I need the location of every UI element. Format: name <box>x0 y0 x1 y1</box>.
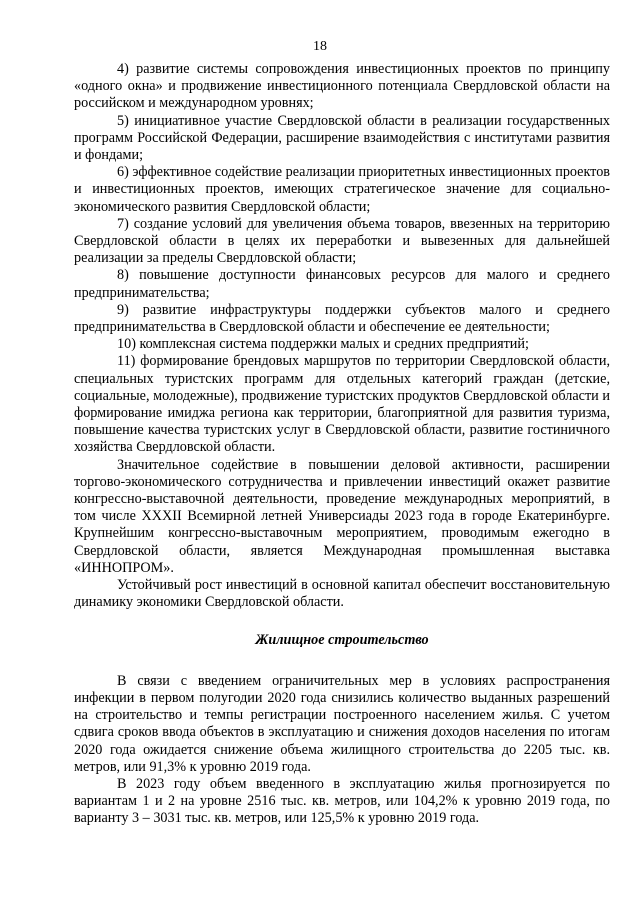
section-heading: Жилищное строительство <box>255 631 429 648</box>
investment-growth-paragraph: Устойчивый рост инвестиций в основной капитал обеспечит восстановительную динамику экономики Свердловской области. <box>74 577 610 611</box>
housing-section-header <box>74 632 610 649</box>
document-body <box>74 61 610 828</box>
list-item-5: 5) инициативное участие Свердловской области в реализации государственных программ Российской Федерации, расширение взаимодействия с институтами развития и фондами; <box>74 112 610 164</box>
housing-paragraph-1: В связи с введением ограничительных мер в условиях распространения инфекции в первом полугодии 2020 года снизились количество выданных разрешений на строительство и темпы регистрации построенного населением жилья. С учетом сдвига сроков ввода объектов в эксплуатацию и снижения доходов населения по итогам 2020 года ожидается снижение объема жилищного строительства до 2205 тыс. кв. метров, или 91,3% к уровню 2019 года. <box>74 672 610 775</box>
congress-paragraph: Значительное содействие в повышении деловой активности, расширении торгово-экономического сотрудничества и привлечении инвестиций окажет развитие конгрессно-выставочной деятельности, проведение международных мероприятий, в том числе XXXII Всемирной летней Универсиады 2023 года в городе Екатеринбурге. Крупнейшим конгрессно-выставочным мероприятием, проводимым ежегодно в Свердловской области, является Международная промышленная выставка «ИННОПРОМ». <box>74 456 610 576</box>
list-item-7: 7) создание условий для увеличения объема товаров, ввезенных на территорию Свердловской области в целях их переработки и вывезенных для дальнейшей реализации за пределы Свердловской области; <box>74 215 610 267</box>
list-item-8: 8) повышение доступности финансовых ресурсов для малого и среднего предпринимательства; <box>74 267 610 301</box>
list-item-4: 4) развитие системы сопровождения инвестиционных проектов по принципу «одного окна» и продвижение инвестиционного потенциала Свердловской области на российском и международном уровнях; <box>74 61 610 112</box>
list-item-6: 6) эффективное содействие реализации приоритетных инвестиционных проектов и инвестиционных проектов, имеющих стратегическое значение для социально-экономического развития Свердловской области; <box>74 164 610 215</box>
list-item-10: 10) комплексная система поддержки малых и средних предприятий; <box>117 336 529 353</box>
measures-list <box>74 61 610 457</box>
page-number: 18 <box>313 39 327 54</box>
list-item-9: 9) развитие инфраструктуры поддержки субъектов малого и среднего предпринимательства в Свердловской области и обеспечение ее деятельности; <box>74 301 610 336</box>
list-item-11: 11) формирование брендовых маршрутов по территории Свердловской области, специальных туристских программ для отдельных категорий граждан (детские, социальные, молодежные), продвижение туристских продуктов Свердловской области и формирование имиджа региона как территории, благоприятной для развития туризма, повышение качества туристских услуг в Свердловской области, развитие гостиничного хозяйства Свердловской области. <box>74 353 610 456</box>
housing-paragraph-2: В 2023 году объем введенного в эксплуатацию жилья прогнозируется по вариантам 1 и 2 на уровне 2516 тыс. кв. метров, или 104,2% к уровню 2019 года, по варианту 3 – 3031 тыс. кв. метров, или 125,5% к уровню 2019 года. <box>74 775 610 827</box>
